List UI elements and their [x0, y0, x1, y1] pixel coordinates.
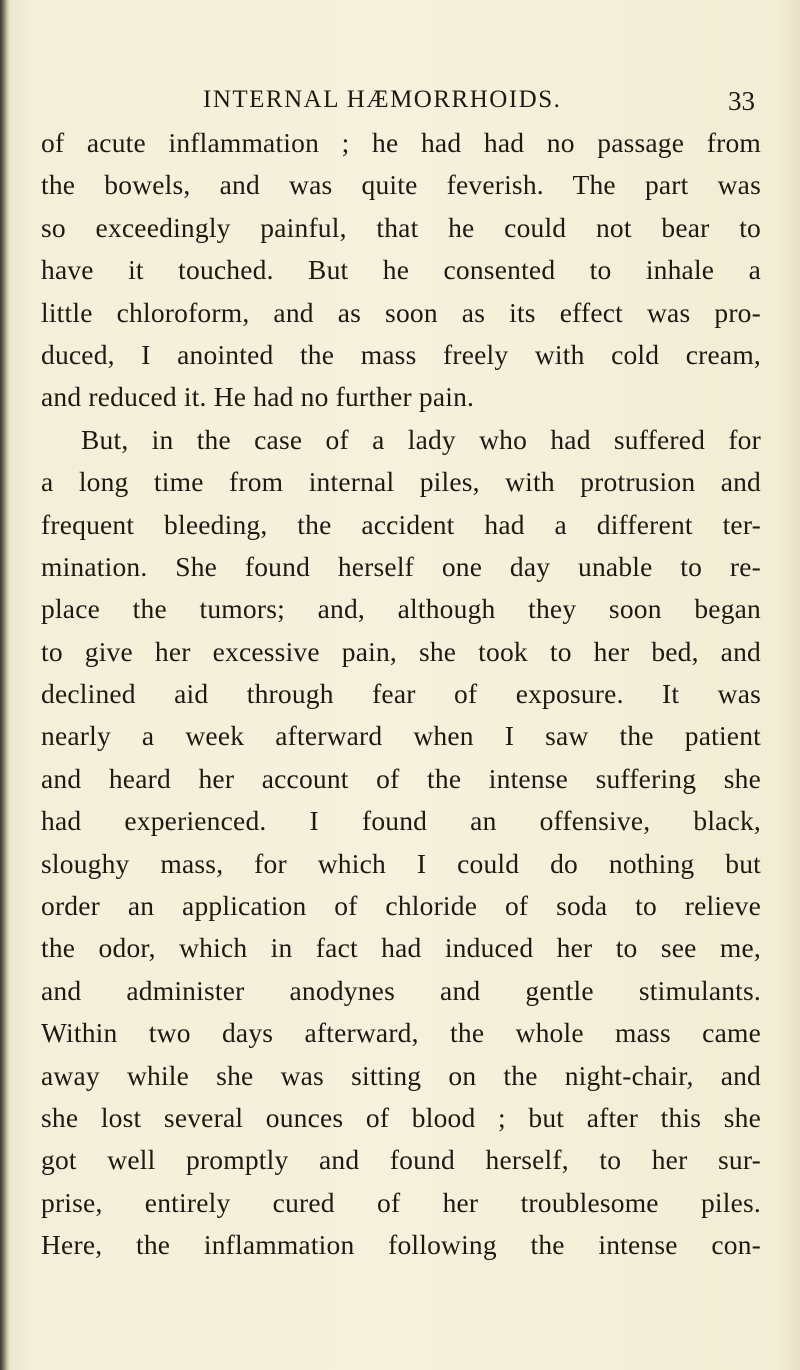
- text-line: mination. She found herself one day unable to re-: [41, 550, 761, 582]
- text-line: of acute inflammation ; he had had no passage from: [41, 127, 761, 158]
- text-line: place the tumors; and, although they soon began: [41, 593, 761, 625]
- page-number: 33: [728, 86, 755, 116]
- text-line: and administer anodynes and gentle stimulants.: [41, 974, 761, 1006]
- text-line: little chloroform, and as soon as its effect was pro-: [41, 296, 761, 328]
- text-line: and reduced it. He had no further pain.: [41, 381, 475, 413]
- text-line: the bowels, and was quite feverish. The part was: [41, 169, 761, 201]
- text-line: so exceedingly painful, that he could not bear to: [41, 211, 761, 243]
- text-line: sloughy mass, for which I could do nothing but: [41, 847, 761, 879]
- text-line: a long time from internal piles, with protrusion and: [41, 466, 761, 498]
- text-line: frequent bleeding, the accident had a different ter-: [41, 508, 761, 540]
- text-line: had experienced. I found an offensive, black,: [41, 805, 761, 837]
- text-line: nearly a week afterward when I saw the patient: [41, 720, 761, 752]
- text-line: duced, I anointed the mass freely with cold cream,: [41, 338, 761, 370]
- text-line: the odor, which in fact had induced her to see me,: [41, 932, 761, 964]
- text-line: Here, the inflammation following the intense con-: [41, 1229, 761, 1261]
- text-line: have it touched. But he consented to inhale a: [41, 254, 761, 286]
- text-line: to give her excessive pain, she took to her bed, and: [41, 635, 761, 667]
- text-line: But, in the case of a lady who had suffered for: [81, 423, 761, 455]
- running-title: INTERNAL HÆMORRHOIDS.: [203, 86, 562, 113]
- text-line: declined aid through fear of exposure. It was: [41, 678, 761, 710]
- text-line: away while she was sitting on the night-chair, and: [41, 1059, 761, 1091]
- text-line: prise, entirely cured of her troublesome piles.: [41, 1186, 761, 1218]
- text-line: Within two days afterward, the whole mass came: [41, 1017, 761, 1049]
- text-line: order an application of chloride of soda to relieve: [41, 890, 761, 922]
- text-line: and heard her account of the intense suffering she: [41, 762, 761, 794]
- page-binding-edge: [0, 0, 10, 1370]
- text-line: she lost several ounces of blood ; but after this she: [41, 1101, 761, 1133]
- running-head: [40, 86, 760, 120]
- text-line: got well promptly and found herself, to her sur-: [41, 1144, 761, 1176]
- body-text: [41, 122, 761, 1267]
